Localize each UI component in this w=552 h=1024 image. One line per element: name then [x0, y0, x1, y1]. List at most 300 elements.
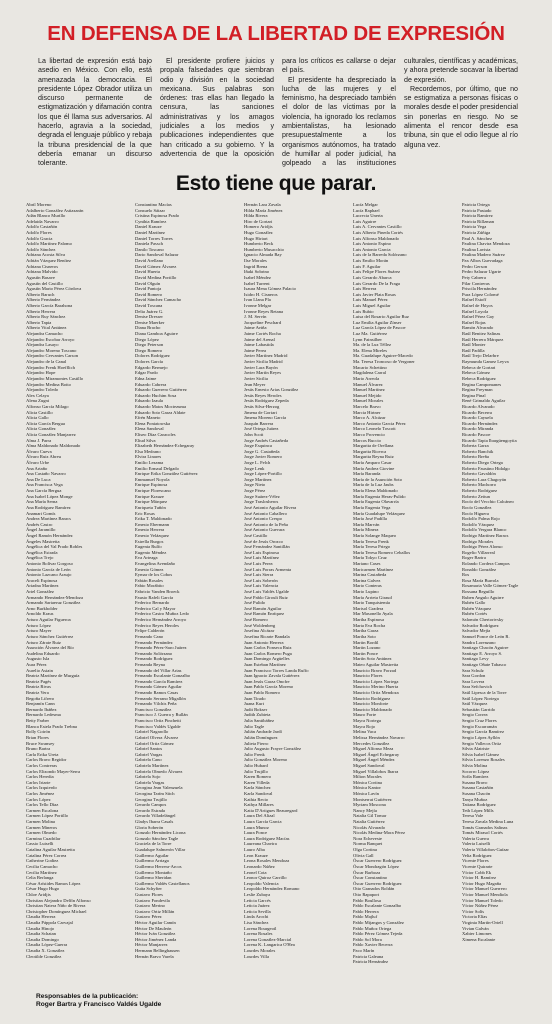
signatory-name: Alberto Herrera: [26, 308, 56, 314]
signatory-name: Angélica del Val Prado Robles: [26, 544, 83, 550]
signatory-name: Julio Frenk: [244, 751, 265, 757]
signatory-name: Hilda María Jiménez: [244, 207, 283, 213]
signatory-name: Jorge Javier Romero: [244, 454, 282, 460]
signatory-name: Celia Berlanga: [26, 875, 54, 881]
signatory-name: Elvira Linares: [135, 454, 162, 460]
signatory-name: Ricardo Hernández: [462, 420, 498, 426]
signatory-name: Fernando Escalante Gonzalbo: [135, 673, 191, 679]
signatory-name: Audelina Eduardo: [26, 650, 60, 656]
signatory-name: Carmina Cuadrilar: [26, 835, 61, 841]
signatory-name: Rebeca Gómez: [462, 370, 490, 376]
signatory-name: Luis Emilio Morán: [353, 258, 389, 264]
signatory-name: Virginia Martín-Ortell: [462, 920, 503, 925]
signatory-name: Carlos Jiménez: [26, 790, 55, 796]
signatory-name: Rubén Vázquez: [462, 605, 492, 611]
signatory-name: Gabriela Martínez: [135, 762, 169, 768]
signatory-name: Pablo Majluf: [353, 914, 378, 920]
signatory-name: Óscar Mondragón López: [353, 863, 399, 869]
signatory-name: Cassio Luiselli: [26, 841, 54, 847]
signatory-name: Roberto Zeitun: [462, 493, 490, 499]
signatory-name: Rafael Loyola: [462, 308, 489, 314]
signatory-name: Roberto Gavaldón: [462, 471, 496, 477]
signatory-name: Claudia Hinojo: [26, 925, 55, 931]
signatory-name: Carlos Bravo Regidor: [26, 757, 67, 763]
signatory-name: Alejandro de la Canal: [26, 359, 67, 365]
signatory-name: Marcos Buccio: [353, 437, 381, 443]
signatory-name: Carmen Escalona: [26, 807, 59, 813]
signatory-name: Roberto Breña: [462, 454, 489, 460]
signatory-column: [26, 202, 110, 965]
signatory-name: Santiago Levy: [462, 656, 489, 662]
signatory-name: Valeria Guerra: [462, 835, 489, 841]
signatory-name: Pura López Colomé: [462, 291, 499, 297]
signatory-name: Eugenia Rulfo: [135, 544, 162, 550]
signatory-name: María Teresa Frenk: [353, 538, 389, 544]
signatory-name: Carla Erika Ureta: [26, 751, 59, 757]
signatory-name: Carlos Heredia: [26, 774, 54, 780]
signatory-name: Margarita Reyna Ruiz: [353, 454, 394, 460]
signatory-name: Sergio García Ramírez: [462, 729, 505, 735]
signatory-name: Danilo Toscano: [135, 246, 164, 252]
signatory-name: Adolfo Gracia: [26, 235, 53, 241]
signatory-name: Daniela Passch: [135, 241, 163, 247]
signatory-name: Joaquín Barrera: [244, 420, 274, 426]
signatory-name: Claudia López-Guerra: [26, 942, 68, 948]
signatory-name: Roberto Diego Ortega: [462, 460, 503, 466]
signatory-name: Federico Hernández Arroyo: [135, 617, 187, 623]
signatory-name: Gladys Ibarra Casals: [135, 819, 174, 825]
signatory-name: Jesús Ernesto Arias González: [244, 387, 299, 393]
signatory-name: Nancy Mejía: [353, 807, 377, 813]
signatory-name: Martin Lozano: [353, 645, 381, 651]
signatory-name: Francisco Ortiz Pinchetti: [135, 718, 181, 724]
signatory-name: José Luis Martínez: [244, 555, 279, 561]
signatory-name: Josefina Ricarte Bandala: [244, 633, 290, 639]
signatory-name: Claudia X. González: [26, 948, 65, 954]
signatory-name: Rosamaria Valle Gómez-Tagle: [462, 583, 519, 589]
signatory-column: [244, 202, 328, 965]
signatory-name: Alberto Fernández: [26, 297, 61, 303]
signatory-name: Roberto Lara Chagoyán: [462, 476, 507, 482]
signatory-name: Emilio Ermaul Delgado: [135, 465, 179, 471]
signatory-name: Adriana Acosta Silva: [26, 252, 66, 258]
signatory-name: Gonzalo Sánchez Tagle: [135, 835, 179, 841]
signatory-name: Enrique Espinosa: [135, 482, 168, 488]
signatory-name: Roberto Banchik: [462, 448, 494, 454]
signatory-name: Mauricio López Noriega: [353, 678, 399, 684]
signatory-name: Jacqueline Peschard: [244, 319, 282, 325]
signatory-name: Juan Francisco Torres Landa Ruffo: [244, 667, 309, 673]
signatory-name: Gabriel Vargas: [135, 751, 163, 757]
signatory-name: Estrella Burgos: [135, 538, 164, 544]
signatory-name: Mauricio Maldonado: [353, 706, 392, 712]
signatory-name: Silvia Alatriste: [462, 746, 490, 752]
signatory-name: Lynn Fainsilber: [353, 336, 382, 342]
signatory-name: Mauricio Bravo Forzad: [353, 667, 397, 673]
signatory-name: Mauricio Ortiz Mendoza: [353, 690, 399, 696]
signatory-name: Juan Carlos Romero Puga: [244, 650, 292, 656]
signatory-name: Hiro de Gortari: [244, 218, 273, 224]
signatory-name: Juan Pablo Romero: [244, 690, 280, 696]
signatory-name: María Baranda: [353, 471, 381, 477]
signatory-name: Francisco J. Guerra y Rullán: [135, 712, 188, 718]
signatory-name: Santiago Oñate Tabasco: [462, 661, 507, 667]
signatory-name: Rafael de Hoyos: [462, 302, 493, 308]
signatory-name: Diego Romero: [135, 347, 163, 353]
signatory-name: Raymunda Gamez Leyva: [462, 359, 509, 365]
signatory-name: Xabier Limones: [462, 931, 492, 937]
signatory-name: Alejandro Escobar Arroyo: [26, 336, 75, 342]
signatory-name: Javier Sicilia: [244, 375, 268, 381]
signatory-name: Sara Sefchovich: [462, 684, 492, 690]
signatory-name: Sergio Correa: [462, 712, 488, 718]
signatory-name: Leonardo Núñez: [244, 863, 275, 869]
signatory-name: Rogelio Villarreal: [462, 549, 495, 555]
signatory-name: Héctor Manjarrez: [135, 942, 168, 948]
signatory-name: Betty Farber: [26, 718, 50, 724]
signatory-name: Mónica Cortina: [353, 779, 382, 785]
signatory-name: Carlos Iriarte: [26, 779, 51, 785]
signatory-name: Humberto Beck: [244, 241, 274, 247]
signatory-name: Bernardo Ibáñez: [26, 706, 57, 712]
signatory-name: María Eugenia Olavarría: [353, 499, 399, 505]
signatory-name: Alberto Ruy Sánchez: [26, 314, 66, 320]
signatory-name: Claudia Páppola Carvajal: [26, 920, 73, 925]
signatory-name: Salvador Mejía: [462, 628, 491, 634]
signatory-name: Víctor Manuel Mendiola: [462, 891, 508, 897]
signatory-name: Enrique Florescano: [135, 488, 171, 494]
signatory-name: Jaime del Arenal: [244, 336, 275, 342]
signatory-name: Gonzalo Hernández Licona: [135, 830, 186, 836]
signatory-name: Arturo Mayer: [26, 628, 52, 634]
signatory-name: Fernanda Reyna: [135, 661, 165, 667]
signatory-name: Silvia Molina: [462, 762, 488, 768]
signatory-name: Alma Maldonado Maldonado: [26, 443, 81, 449]
signatory-name: Víctor Solís: [462, 908, 485, 914]
signatory-name: Ernesto Velázquez: [135, 532, 169, 538]
signatory-name: Adolfo Castañón: [26, 224, 58, 230]
signatory-name: Rolando Cordera Campos: [462, 561, 510, 566]
signatory-name: Alicia González: [26, 426, 56, 432]
signatory-name: Carlos Izquierdo: [26, 785, 57, 791]
signatory-name: Efrén Maneto: [135, 415, 161, 421]
signatory-name: Christian Alejandro Delfín Alfonso: [26, 897, 91, 903]
signatory-name: Alfonso García Milago: [26, 403, 69, 409]
signatory-name: Pedro Salazar Ugarte: [462, 269, 502, 275]
signatory-name: Luis Felipe Flores Suárez: [353, 269, 401, 275]
signatory-name: Pedro Gerson: [462, 263, 488, 269]
signatory-name: Fernando Ramos Casas: [135, 690, 179, 696]
intro-paragraph: El presidente profiere juicios y propala falsedades que siembran odio y división en la sociedad mexicana. Sus palabras son órdenes: tras ellas han llegado la censura, las sanciones administrativas y los amagos judiciales a los medios y publicaciones independientes que han criticado a su gobierno. Y la advertencia de que la oposición para los críticos es callarse o dejar el país.: [160, 57, 396, 158]
signatory-name: Marisol Gradera: [353, 605, 384, 611]
signatory-name: Paulina Chavira Mendoza: [462, 241, 510, 247]
signatory-name: María de la Luz Jaubs: [353, 482, 394, 488]
signatory-name: Teth López Mills: [462, 807, 494, 813]
signatory-name: Carmen Molina: [26, 819, 55, 825]
signatory-name: Guillermo Aguilar: [135, 852, 169, 858]
signatory-name: René Grimaldo Aguilar: [462, 398, 506, 404]
signatory-name: Daniel Krauze: [135, 224, 162, 230]
signatory-name: Pablo Herrera: [353, 908, 379, 914]
signatory-name: Mauricio Rodríguez: [353, 695, 391, 701]
signatory-column: [353, 202, 437, 965]
signatory-name: Fabián Rosales: [135, 577, 163, 583]
signatory-name: Nicolás Medina-Mora Pérez: [353, 830, 406, 836]
signatory-name: Norma Banquet: [353, 841, 383, 847]
signatory-name: Eva Arteaga: [135, 555, 158, 561]
signatory-name: Luis Manuel Pérez: [353, 297, 388, 303]
signatory-name: Sergio Cruz Flores: [462, 718, 497, 724]
signatory-name: María Eugenia Vega: [353, 504, 391, 510]
signatory-name: Federico Reyes Heroles: [135, 622, 179, 628]
signatory-name: Nora Echeveste: [353, 835, 382, 841]
signatory-name: Carlos Elizondo Mayer-Serra: [26, 768, 80, 774]
signatory-name: Enrique Márquez: [135, 499, 168, 505]
signatory-name: Juan Pablo García Moreno: [244, 684, 294, 690]
signatory-name: Ma. Elena Mireles: [353, 347, 388, 353]
signatory-name: Pety Cabrera: [462, 274, 486, 280]
signatory-name: Vicente Quirarte: [462, 863, 493, 869]
signatory-name: Denise Dresser: [135, 314, 163, 320]
signatory-name: Ma. Teresa Troncoso de Vergoner: [353, 359, 415, 365]
signatory-name: Guillermo Montaño: [135, 869, 172, 875]
signatory-name: Javier Martín Reyes: [244, 370, 281, 376]
signatory-name: Lucía Raphael: [353, 207, 380, 213]
signatory-name: Francisco González: [135, 706, 172, 712]
signatory-name: Laura García Garcia: [244, 819, 282, 825]
signatory-name: Alejandra Lasayo: [26, 342, 59, 348]
signatory-name: Alicia García Bergua: [26, 420, 65, 426]
signatory-name: Homero Aridjis: [244, 224, 273, 230]
signatory-column: [135, 202, 219, 965]
signatory-name: Ana Isabel López Monge: [26, 493, 73, 499]
signatory-name: Alicia González Manjarrez: [26, 431, 76, 437]
signatory-name: Ana Francisca Vega: [26, 482, 63, 488]
signatory-name: José Antonio Caballero: [244, 510, 287, 516]
intro-paragraph: Recordemos, por último, que no se estigmatiza a personas físicas o morales desde el poder presidencial sin ponerlas en riesgo. No se alimenta el rencor desde esa tribuna, sin que el odio llegue al río alguna vez.: [404, 84, 518, 149]
signatory-name: Emmanuel Noyola: [135, 476, 170, 482]
signatory-name: Patricia Hernández: [353, 959, 389, 965]
signatory-name: Pablo Escalante Gonzalbo: [353, 903, 402, 909]
signatory-name: Julieta Fierro: [244, 740, 269, 746]
signatory-name: Rodolfo Palma Rojo: [462, 516, 500, 522]
signatory-name: Patricia Galeana: [353, 953, 384, 959]
signatory-name: Gerardo Villadelángel: [135, 813, 176, 819]
signatory-name: Raúl Padilla: [462, 347, 485, 353]
signatory-name: Adelaida Navarro: [26, 218, 59, 224]
signatory-name: Luis Miguel Aguilar: [353, 302, 391, 308]
signatory-name: Jorge Traslosheros: [244, 499, 279, 505]
signatory-name: Martha Espinosa: [353, 617, 385, 623]
signatory-name: Beatriz Vera: [26, 690, 49, 696]
signatory-name: Luz Emilia Aguilar Zínser: [353, 319, 402, 325]
signatory-name: Carlos Contreras: [26, 762, 58, 768]
signatory-name: Rubén Cortés: [462, 611, 488, 617]
signatory-name: María Solange Maqueo: [353, 532, 397, 538]
signatory-name: Gabriela Sojo: [135, 774, 161, 780]
signatory-name: Eymar de los Cobos: [135, 572, 173, 578]
signatory-name: Georgina Trujillo: [135, 796, 167, 802]
signatory-name: Dolores García: [135, 359, 163, 365]
signatory-name: Gabriel Nagarollo: [135, 729, 169, 735]
signatory-name: Manuel Morales: [353, 398, 384, 404]
signatory-name: Mario Tanquistemía: [353, 600, 390, 606]
signatory-name: Beatriz Pagés: [26, 678, 52, 684]
signatory-name: Sandra Lorenzano: [462, 639, 496, 645]
signatory-name: Antonio Lazcano Araujo: [26, 572, 72, 578]
signatory-name: Rosa María Burrola: [462, 577, 499, 583]
signatory-name: Ricardo Becerra: [462, 409, 492, 415]
signatory-name: Juan Ignacio Zavala Gutiérrez: [244, 673, 300, 679]
signatory-name: Blanca Estela Prado Trebna: [26, 723, 77, 729]
signatory-name: José de Jesús Orozco: [244, 538, 283, 544]
signatory-name: Alex Celaya: [26, 392, 49, 398]
signatory-name: Enrique Krauze: [135, 493, 164, 499]
signatory-name: Luis Alfonso Maldonado: [353, 235, 399, 241]
signatory-name: Abril Moreno: [26, 202, 52, 207]
signatory-name: Fabio Morábito: [135, 583, 164, 589]
signatory-name: Alena Zugni: [26, 398, 50, 404]
signatory-name: Nicolás Alvarado: [353, 824, 386, 830]
signatory-name: Fernando Gómez Aguilar: [135, 684, 182, 690]
signatory-name: Rocío Higuera: [462, 510, 489, 516]
signatory-name: Mar Masonello Ayala: [353, 611, 393, 617]
signatory-name: Rodrigo Pérez Alonso: [462, 544, 503, 550]
signatory-name: Lourdes Villa: [244, 953, 270, 959]
signatory-name: Luis Herrera: [353, 286, 377, 292]
signatory-name: David Sánchez Camacho: [135, 297, 182, 303]
signatory-name: Gabriela Vargas: [135, 779, 165, 785]
signatory-name: Laura Del Alizal: [244, 813, 275, 819]
signatory-name: Martha Garza: [353, 628, 379, 634]
signatory-name: Rodrigo Morales: [462, 538, 494, 544]
signatory-name: Arnoldo Kraus: [26, 611, 54, 617]
signatory-name: Sergio Escarramán: [462, 723, 497, 729]
signatory-name: Gloria Soberón: [135, 824, 164, 830]
signatory-name: Santiago Chacón Aguirre: [462, 645, 509, 651]
signatory-name: Hilda Rivera: [244, 213, 268, 219]
signatory-name: Adolfo Sánchez: [26, 246, 56, 252]
signatory-name: Hermann Bellinghausen: [135, 948, 180, 954]
signatory-name: Luis F. Aguilar: [353, 263, 381, 269]
signatory-name: Víctor Manuel Toledo: [462, 897, 503, 903]
signatory-name: Bruce Swansey: [26, 740, 55, 746]
signatory-name: Ángel Jaramillo: [26, 527, 56, 533]
signatory-name: Armando Hernández-Mendoza: [26, 594, 84, 600]
signatory-name: Catalina Pérez Correa: [26, 852, 67, 858]
signatory-name: Bolly Coirón: [26, 729, 51, 735]
signatory-name: Myriam Moscona: [353, 802, 386, 808]
signatory-name: Agustín del Castillo: [26, 280, 63, 286]
signatory-name: Adrián Vázquez Benítez: [26, 258, 72, 264]
signatory-name: Enrique Erika González Gutiérrez: [135, 471, 198, 477]
signatory-name: Sara Schulz: [462, 667, 484, 673]
signatory-name: Mario Conteras: [353, 583, 382, 589]
signatory-name: Edgardo Bermejo: [135, 364, 168, 370]
signatory-name: Anamari Gomís: [26, 510, 56, 516]
signatory-name: Olga Cortina: [353, 847, 377, 853]
signatory-name: Laura Ponce: [244, 830, 268, 836]
signatory-name: Christopher Domínguez Michael: [26, 908, 87, 914]
signatory-name: Julio González Moreno: [244, 757, 288, 763]
signatory-name: Juan Domingo Argüelles: [244, 656, 290, 662]
signatory-name: José Luis Porras Armenta: [244, 566, 292, 572]
signatory-name: Juan Esteban Martínez: [244, 661, 286, 667]
signatory-name: Gustavo Fondevila: [135, 897, 170, 903]
signatory-name: Eduardo Guerrero Gutiérrez: [135, 387, 187, 393]
signatory-name: Graciela de la Torre: [135, 841, 172, 847]
signatory-name: Gerardo Estrada: [135, 807, 165, 813]
signatory-name: Ricardo Alvarado: [462, 403, 495, 409]
signatory-name: Patricia Vega: [462, 224, 487, 230]
signatory-name: Montserrat Gutiérrez: [353, 796, 392, 802]
signatory-name: Sara Gordon: [462, 673, 486, 679]
signatory-name: Jaime Perea: [244, 347, 267, 353]
signatory-name: David Huerta: [135, 269, 160, 275]
signatory-name: Kathya Millares: [244, 802, 274, 808]
signatory-name: María Tokyo Cruz: [353, 555, 387, 561]
headline: EN DEFENSA DE LA LIBERTAD DE EXPRESIÓN: [47, 22, 505, 45]
signatory-name: Susana Bravo: [462, 779, 488, 785]
signatory-name: Raúl Monter: [462, 342, 486, 348]
signatory-name: Lourdes Morales: [244, 948, 276, 954]
signatory-name: Guillermo Valdés Castellanos: [135, 880, 190, 886]
signatory-name: Ignacio Almada Bay: [244, 252, 282, 258]
signatory-name: Humberto Musacchio: [244, 246, 284, 252]
signatory-name: César Hugo Hugo: [26, 886, 60, 892]
signatory-name: Juana Kurt: [244, 701, 265, 707]
signatory-name: Edgar Pardo: [135, 370, 158, 376]
signatory-name: Alma J. Parra: [26, 437, 52, 443]
signatory-name: Adalberto González Astiazarán: [26, 207, 84, 213]
signatory-name: Constantino Macías: [135, 202, 172, 207]
signatory-name: María Elena Maldonado: [353, 488, 398, 494]
signatory-name: Ana Rodríguez Ramírez: [26, 504, 71, 510]
signatory-name: Gerardo Campos: [135, 802, 167, 808]
signatory-name: Guillermo Arriaga: [135, 858, 169, 864]
signatory-name: Pablo Xavier Becerra: [353, 942, 393, 948]
signatory-name: Patricia Ramírez: [462, 213, 493, 219]
signatory-name: Jorge Martínez: [244, 476, 272, 482]
signatory-name: Ivan Llana Pla: [244, 297, 271, 303]
signatory-name: Lorena González-Marcial: [244, 936, 292, 942]
signatory-name: Juan Tirado: [244, 695, 266, 701]
signatory-name: Juan Antonio Herrera: [244, 639, 284, 645]
signatory-name: Judit Bokser: [244, 706, 268, 712]
signatory-name: Julián Domínguez: [244, 734, 278, 740]
signatory-name: Gustavo Ortiz Millán: [135, 908, 175, 914]
signatory-name: Martín Soto Antúnez: [353, 656, 392, 662]
signatory-name: César Arístides Ramos López: [26, 880, 81, 886]
signatory-name: Leonor Quiroz Carrillo: [244, 875, 287, 881]
signatory-name: Saúl López Noriega: [462, 695, 499, 701]
signatory-name: Mateo Aguilar Mastretta: [353, 661, 399, 667]
signatory-name: José Romero: [244, 617, 268, 623]
signatory-name: Julia Santibáñez: [244, 718, 274, 724]
signatory-name: Julián Andrade Jardí: [244, 729, 282, 735]
signatory-name: Hugo González: [244, 230, 273, 236]
signatory-name: Mariano Cases: [353, 561, 381, 566]
signatory-name: Eliseo Díaz Caracoles: [135, 431, 176, 437]
signatory-name: Karen Romero: [244, 774, 272, 780]
signatory-name: Jorge Nieto: [244, 482, 266, 488]
signatory-name: Elena Poniatowska: [135, 420, 171, 426]
signatory-name: Eugenio Méndez: [135, 549, 167, 555]
signatory-name: Marina Galvez: [353, 577, 381, 583]
credits-label: Responsables de la publicación:: [36, 993, 139, 1000]
signatory-name: Armando Sartaeruz González: [26, 600, 81, 606]
signatory-name: Antonio García de León: [26, 566, 71, 572]
